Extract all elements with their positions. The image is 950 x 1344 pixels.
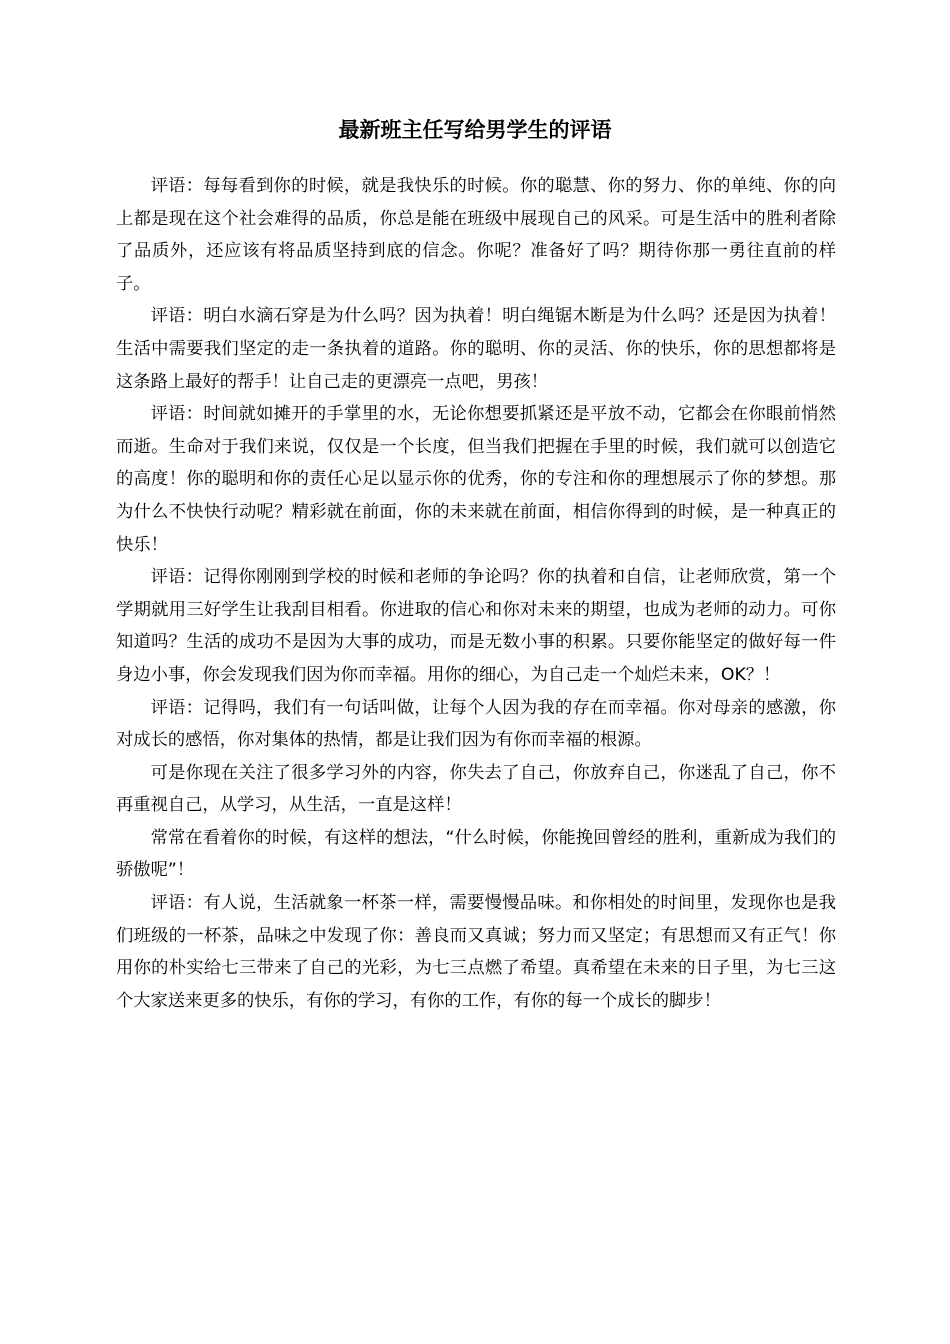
paragraph: 常常在看着你的时候，有这样的想法，“什么时候，你能挽回曾经的胜利，重新成为我们的骄傲呢”！ (116, 827, 836, 881)
paragraph: 评语：记得你刚刚到学校的时候和老师的争论吗？你的执着和自信，让老师欣赏，第一个学期就用三好学生让我刮目相看。你进取的信心和你对未来的期望，也成为老师的动力。可你知道吗？生活的成功不是因为大事的成功，而是无数小事的积累。只要你能坚定的做好每一件身边小事，你会发现我们因为你而幸福。用你的细心，为自己走一个灿烂未来，OK？！ (116, 567, 836, 685)
paragraph: 评语：每每看到你的时候，就是我快乐的时候。你的聪慧、你的努力、你的单纯、你的向上都是现在这个社会难得的品质，你总是能在班级中展现自己的风采。可是生活中的胜利者除了品质外，还应该有将品质坚持到底的信念。你呢？准备好了吗？期待你那一勇往直前的样子。 (116, 176, 836, 294)
paragraph: 评语：有人说，生活就象一杯茶一样，需要慢慢品味。和你相处的时间里，发现你也是我们班级的一杯茶，品味之中发现了你：善良而又真诚；努力而又坚定；有思想而又有正气！你用你的朴实给七三带来了自己的光彩，为七三点燃了希望。真希望在未来的日子里，为七三这个大家送来更多的快乐，有你的学习，有你的工作，有你的每一个成长的脚步！ (116, 893, 836, 1011)
paragraph: 评语：记得吗，我们有一句话叫做，让每个人因为我的存在而幸福。你对母亲的感激，你对成长的感悟，你对集体的热情，都是让我们因为有你而幸福的根源。 (116, 697, 836, 751)
paragraph: 评语：明白水滴石穿是为什么吗？因为执着！明白绳锯木断是为什么吗？还是因为执着！生活中需要我们坚定的走一条执着的道路。你的聪明、你的灵活、你的快乐，你的思想都将是这条路上最好的帮手！让自己走的更漂亮一点吧，男孩！ (116, 306, 836, 392)
document-body (116, 170, 836, 1017)
paragraph: 评语：时间就如摊开的手掌里的水，无论你想要抓紧还是平放不动，它都会在你眼前悄然而逝。生命对于我们来说，仅仅是一个长度，但当我们把握在手里的时候，我们就可以创造它的高度！你的聪明和你的责任心足以显示你的优秀，你的专注和你的理想展示了你的梦想。那为什么不快快行动呢？精彩就在前面，你的未来就在前面，相信你得到的时候，是一种真正的快乐！ (116, 404, 836, 555)
paragraph: 可是你现在关注了很多学习外的内容，你失去了自己，你放弃自己，你迷乱了自己，你不再重视自己，从学习，从生活，一直是这样！ (116, 762, 836, 816)
document-title: 最新班主任写给男学生的评语 (338, 118, 612, 142)
